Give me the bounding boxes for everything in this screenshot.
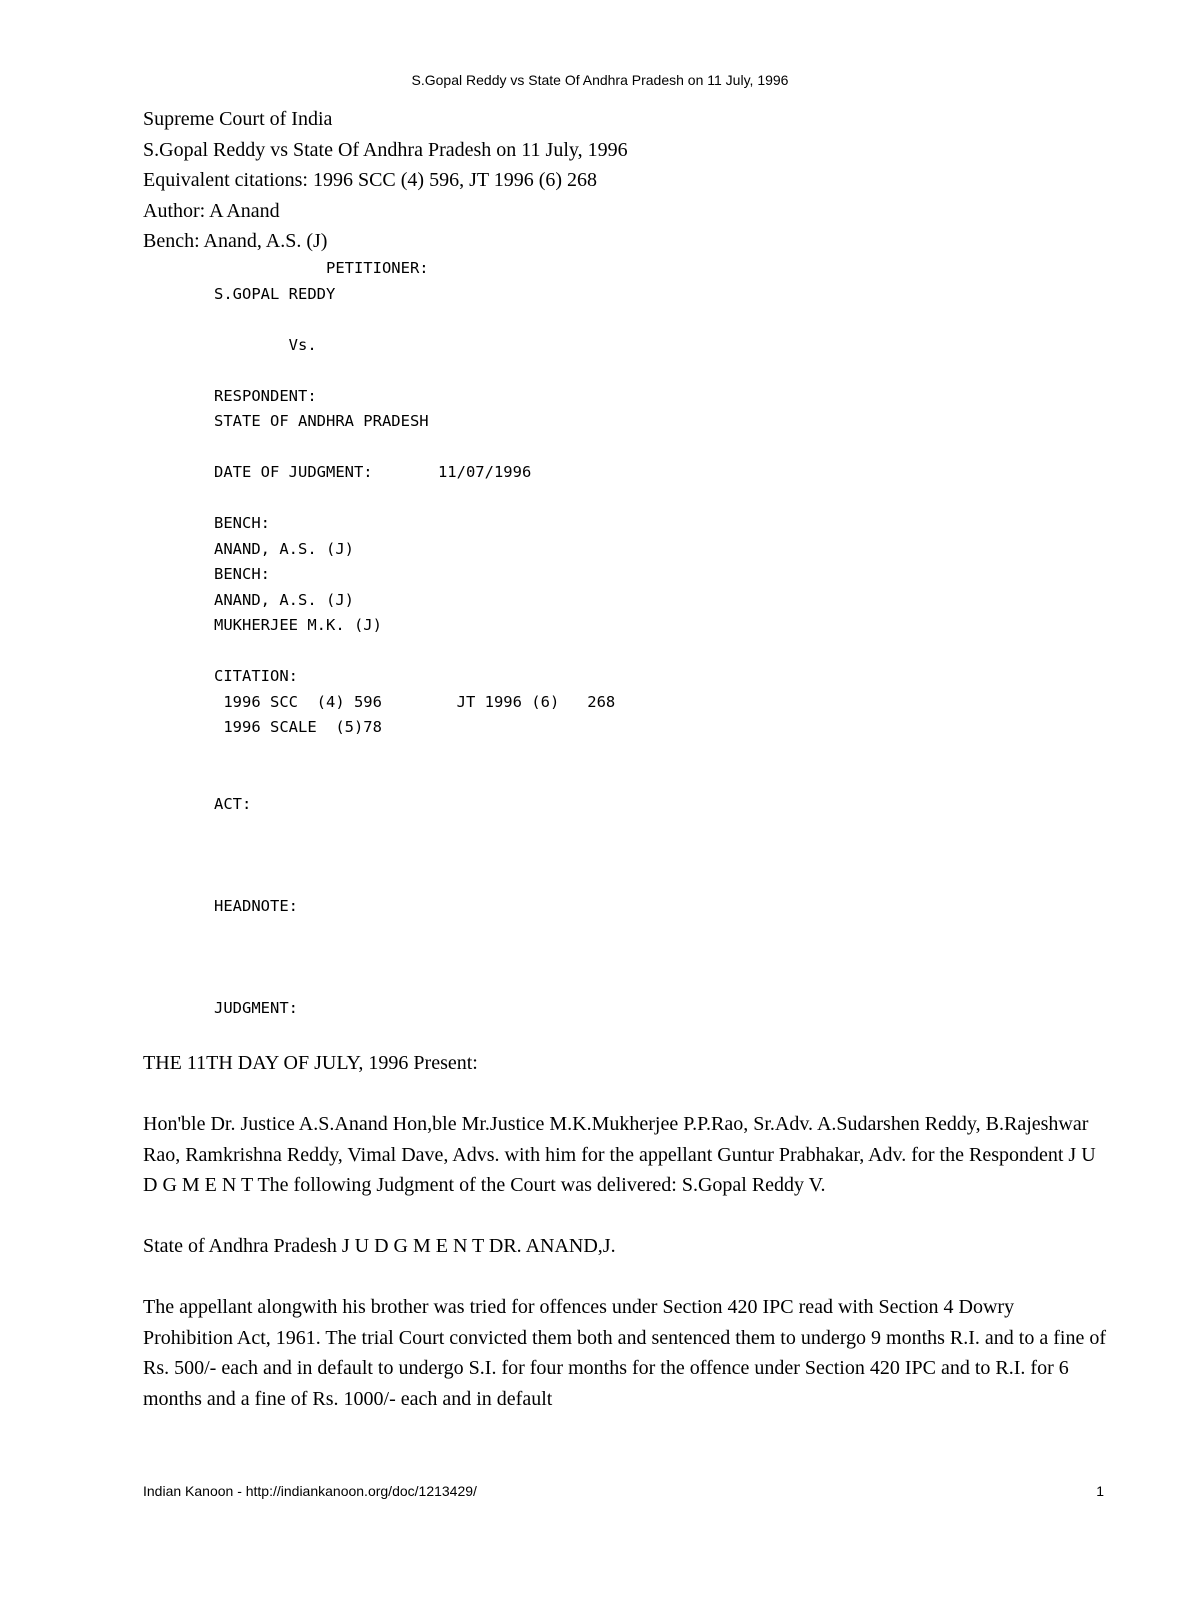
body-paragraph-heading: State of Andhra Pradesh J U D G M E N T DR. ANAND,J. (143, 1235, 616, 1257)
footer-source-link[interactable]: Indian Kanoon - http://indiankanoon.org/doc/1213429/ (143, 1483, 477, 1499)
author-line: Author: A Anand (143, 199, 280, 222)
court-name: Supreme Court of India (143, 108, 333, 130)
case-details-block: PETITIONER: S.GOPAL REDDY Vs. RESPONDENT: STATE OF ANDHRA PRADESH DATE OF JUDGMENT: 11/07/1996 BENCH: ANAND, A.S. (J) BENCH: ANAND, A.S. (J) MUKHERJEE M.K. (J) CITATION: 1996 SCC (4) 596 JT 1996 (6) 268 1996 SCALE (5)78 ACT: HEADNOTE: JUDGMENT: (214, 259, 616, 1017)
body-paragraph-counsel: Hon'ble Dr. Justice A.S.Anand Hon,ble Mr.Justice M.K.Mukherjee P.P.Rao, Sr.Adv. A.Sudarshen Reddy, B.Rajeshwar Rao, Ramkrishna Reddy, Vimal Dave, Advs. with him for the appellant Guntur Prabhakar, Adv. for the Respondent J U D G M E N T The following Judgment of the Court was delivered: S.Gopal Reddy V. (143, 1113, 1096, 1196)
judgment-body (143, 1048, 1107, 1445)
equivalent-citations: Equivalent citations: 1996 SCC (4) 596, JT 1996 (6) 268 (143, 169, 598, 191)
running-header: S.Gopal Reddy vs State Of Andhra Pradesh on 11 July, 1996 (411, 72, 789, 88)
body-paragraph-date: THE 11TH DAY OF JULY, 1996 Present: (143, 1052, 478, 1074)
page-number: 1 (1096, 1483, 1104, 1499)
case-title: S.Gopal Reddy vs State Of Andhra Pradesh on 11 July, 1996 (143, 138, 628, 161)
bench-line: Bench: Anand, A.S. (J) (143, 230, 328, 252)
document-meta (143, 104, 628, 257)
body-paragraph-facts: The appellant alongwith his brother was tried for offences under Section 420 IPC read with Section 4 Dowry Prohibition Act, 1961. The trial Court convicted them both and sentenced them to undergo 9 months R.I. and to a fine of Rs. 500/- each and in default to undergo S.I. for four months for the offence under Section 420 IPC and to R.I. for 6 months and a fine of Rs. 1000/- each and in default (143, 1296, 1106, 1410)
